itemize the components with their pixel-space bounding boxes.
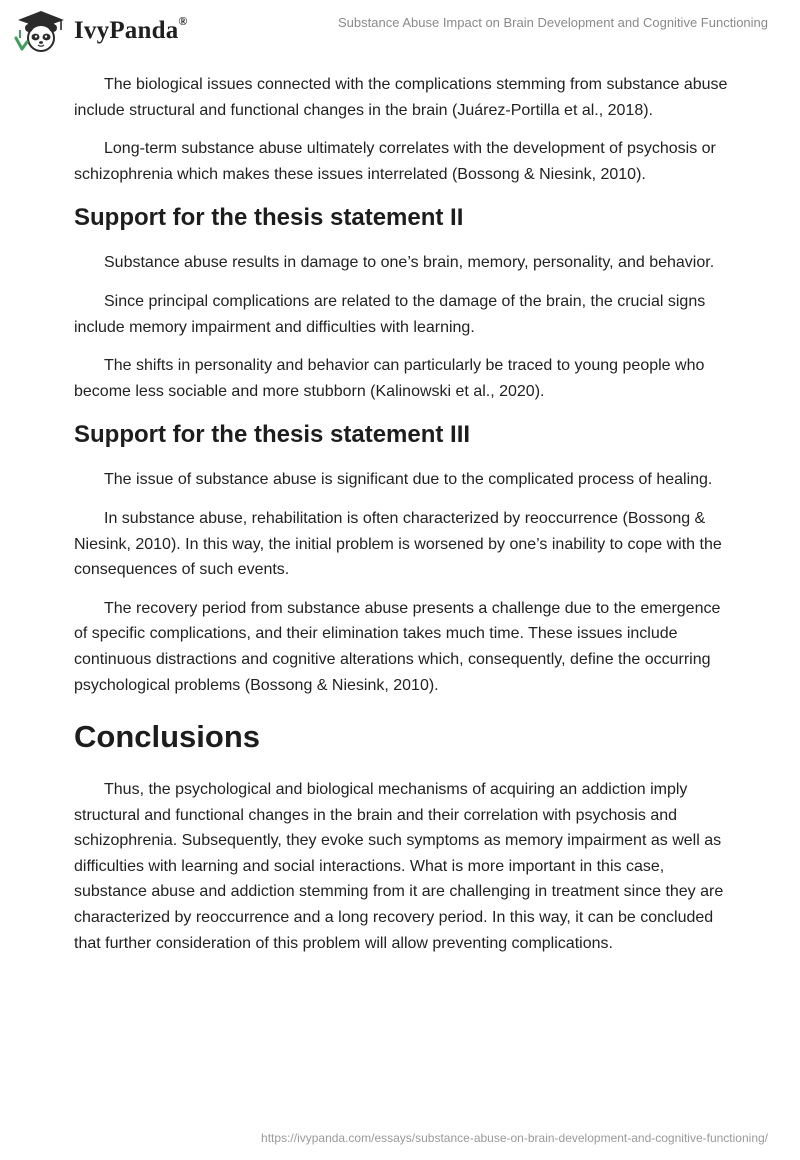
paragraph-personality-shifts: The shifts in personality and behavior can particularly be traced to young people who become less sociable and more stubborn (Kalinowski et al., 2020). xyxy=(74,357,705,400)
paragraph-long-term-abuse: Long-term substance abuse ultimately correlates with the development of psychosis or schizophrenia which makes these issues interrelated (Bossong & Niesink, 2010). xyxy=(74,140,716,183)
heading-support-thesis-2: Support for the thesis statement II xyxy=(74,204,464,232)
heading-support-thesis-3: Support for the thesis statement III xyxy=(74,421,471,449)
source-url[interactable]: https://ivypanda.com/essays/substance-abuse-on-brain-development-and-cognitive-functioning/ xyxy=(261,1131,768,1145)
paragraph-recovery-period: The recovery period from substance abuse presents a challenge due to the emergence of specific complications, and their elimination takes much time. These issues include continuous distractions and cognitive alterations which, consequently, define the occurring psychological problems (Bossong & Niesink, 2010). xyxy=(74,599,721,694)
paragraph-principal-complications: Since principal complications are related to the damage of the brain, the crucial signs include memory impairment and difficulties with learning. xyxy=(74,292,706,336)
brand-name: IvyPanda® xyxy=(74,13,188,44)
panda-graduate-icon xyxy=(14,8,68,54)
document-title: Substance Abuse Impact on Brain Development and Cognitive Functioning xyxy=(338,15,768,30)
page-header xyxy=(0,0,800,64)
paragraph-rehabilitation: In substance abuse, rehabilitation is often characterized by reoccurrence (Bossong & Niesink, 2010). In this way, the initial problem is worsened by one’s inability to cope with the consequences of such events. xyxy=(74,509,722,579)
ivypanda-logo[interactable] xyxy=(14,8,188,54)
paragraph-biological-issues: The biological issues connected with the complications stemming from substance abuse include structural and functional changes in the brain (Juárez-Portilla et al., 2018). xyxy=(74,76,728,119)
heading-conclusions: Conclusions xyxy=(74,719,261,755)
essay-body xyxy=(74,72,734,969)
paragraph-conclusion: Thus, the psychological and biological mechanisms of acquiring an addiction imply structural and functional changes in the brain and their correlation with psychosis and schizophrenia. Subsequently, they evoke such symptoms as memory impairment as well as difficulties with learning and social interactions. What is more important in this case, substance abuse and addiction stemming from it are challenging in treatment since they are characterized by reoccurrence and a long recovery period. In this way, it can be concluded that further consideration of this problem will allow preventing complications. xyxy=(74,781,724,952)
paragraph-healing: The issue of substance abuse is significant due to the complicated process of healing. xyxy=(104,471,713,489)
paragraph-damage: Substance abuse results in damage to one’s brain, memory, personality, and behavior. xyxy=(104,254,715,272)
